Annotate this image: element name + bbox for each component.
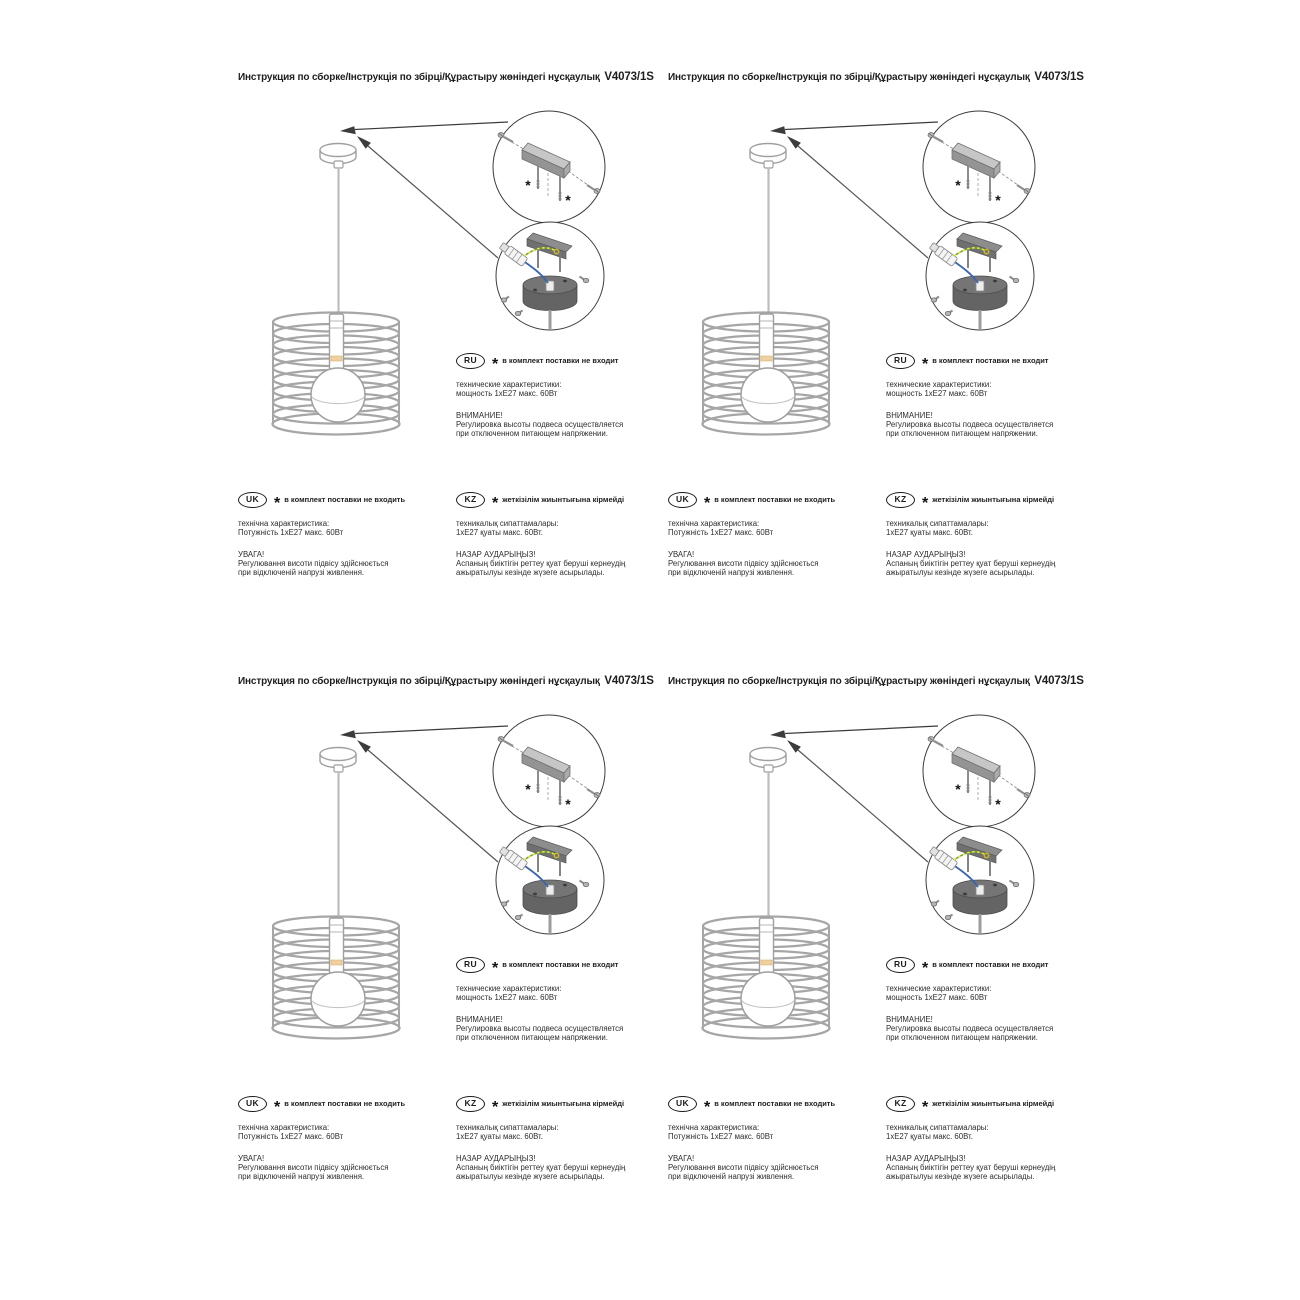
kz-specs bbox=[886, 519, 1094, 537]
asterisk-marker: * bbox=[492, 959, 499, 977]
kz-specs bbox=[456, 519, 664, 537]
arrow-to-detail-wiring bbox=[787, 136, 928, 258]
ceiling-canopy bbox=[750, 748, 786, 773]
warning-title: ВНИМАНИЕ! bbox=[886, 411, 933, 420]
specs-value: мощность 1хЕ27 макс. 60Вт bbox=[456, 389, 558, 398]
uk-specs bbox=[238, 519, 446, 537]
not-included-note: жеткізілім жиынтығына кірмейді bbox=[932, 1099, 1055, 1108]
detail-circle-bracket bbox=[923, 111, 1035, 223]
model-number: V4073/1S bbox=[604, 675, 654, 687]
warning-line: при відключеній напрузі живлення. bbox=[238, 568, 365, 577]
specs-value: 1хЕ27 қуаты макс. 60Вт. bbox=[456, 1132, 543, 1141]
uk-specs bbox=[668, 1123, 876, 1141]
arrow-to-detail-bracket bbox=[770, 122, 938, 134]
not-included-marker: * bbox=[995, 796, 1001, 812]
specs-value: 1хЕ27 қуаты макс. 60Вт. bbox=[886, 528, 973, 537]
asterisk-marker: * bbox=[704, 494, 711, 512]
uk-language-badge: UK bbox=[668, 492, 697, 508]
kz-warning bbox=[886, 550, 1094, 577]
warning-line: Регулировка высоты подвеса осуществляется bbox=[456, 420, 624, 429]
specs-value: мощность 1хЕ27 макс. 60Вт bbox=[886, 389, 988, 398]
warning-line: Регулировка высоты подвеса осуществляется bbox=[886, 1024, 1054, 1033]
ceiling-canopy bbox=[750, 144, 786, 169]
not-included-note: в комплект поставки не входит bbox=[502, 356, 619, 365]
detail-circle-wiring bbox=[496, 826, 604, 935]
specs-label: техникалық сипаттамалары: bbox=[456, 1123, 559, 1132]
warning-title: ВНИМАНИЕ! bbox=[456, 1015, 503, 1024]
warning-line: ажыратылуы кезінде жүзеге асырылады. bbox=[456, 1172, 605, 1181]
detail-circle-wiring bbox=[926, 826, 1034, 935]
warning-line: Аспаның биіктігін реттеу қуат беруші кернеудің bbox=[886, 1163, 1056, 1172]
ru-specs bbox=[456, 380, 664, 398]
warning-title: УВАГА! bbox=[238, 1154, 265, 1163]
detail-circle-bracket bbox=[493, 111, 605, 223]
arrow-to-detail-wiring bbox=[357, 136, 498, 258]
warning-title: НАЗАР АУДАРЫҢЫЗ! bbox=[456, 1154, 536, 1163]
ru-section bbox=[456, 352, 664, 438]
not-included-marker: * bbox=[995, 192, 1001, 208]
not-included-note: жеткізілім жиынтығына кірмейді bbox=[502, 495, 625, 504]
ru-specs bbox=[886, 984, 1094, 1002]
kz-language-badge: KZ bbox=[886, 1096, 915, 1112]
title-text: Инструкция по сборке/Інструкція по збірці/Құрастыру жөніндегі нұсқаулық bbox=[238, 676, 600, 687]
kz-section bbox=[456, 491, 664, 577]
specs-value: 1хЕ27 қуаты макс. 60Вт. bbox=[456, 528, 543, 537]
asterisk-marker: * bbox=[492, 494, 499, 512]
uk-section bbox=[668, 1095, 876, 1181]
model-number: V4073/1S bbox=[604, 71, 654, 83]
warning-title: УВАГА! bbox=[668, 1154, 695, 1163]
ceiling-canopy bbox=[320, 748, 356, 773]
specs-value: мощность 1хЕ27 макс. 60Вт bbox=[886, 993, 988, 1002]
warning-line: ажыратылуы кезінде жүзеге асырылады. bbox=[886, 1172, 1035, 1181]
specs-value: Потужність 1хЕ27 макс. 60Вт bbox=[668, 528, 774, 537]
light-bulb bbox=[741, 972, 795, 1026]
light-bulb bbox=[311, 368, 365, 422]
specs-label: технические характеристики: bbox=[886, 984, 992, 993]
lamp-socket bbox=[330, 314, 344, 370]
ru-section bbox=[456, 956, 664, 1042]
specs-label: технические характеристики: bbox=[456, 984, 562, 993]
arrow-to-detail-bracket bbox=[340, 122, 508, 134]
light-bulb bbox=[311, 972, 365, 1026]
arrow-to-detail-wiring bbox=[357, 740, 498, 862]
title-text: Инструкция по сборке/Інструкція по збірці/Құрастыру жөніндегі нұсқаулық bbox=[668, 676, 1030, 687]
kz-warning bbox=[456, 550, 664, 577]
ru-specs bbox=[456, 984, 664, 1002]
warning-title: УВАГА! bbox=[668, 550, 695, 559]
uk-language-badge: UK bbox=[238, 1096, 267, 1112]
not-included-marker: * bbox=[955, 781, 961, 797]
warning-title: ВНИМАНИЕ! bbox=[456, 411, 503, 420]
model-number: V4073/1S bbox=[1034, 675, 1084, 687]
warning-line: ажыратылуы кезінде жүзеге асырылады. bbox=[456, 568, 605, 577]
specs-value: мощность 1хЕ27 макс. 60Вт bbox=[456, 993, 558, 1002]
uk-warning bbox=[238, 550, 446, 577]
specs-label: техникалық сипаттамалары: bbox=[886, 1123, 989, 1132]
ru-language-badge: RU bbox=[456, 353, 485, 369]
arrow-to-detail-bracket bbox=[770, 726, 938, 738]
uk-warning bbox=[238, 1154, 446, 1181]
asterisk-marker: * bbox=[922, 494, 929, 512]
warning-line: при отключенном питающем напряжении. bbox=[456, 1033, 608, 1042]
title-text: Инструкция по сборке/Інструкція по збірці/Құрастыру жөніндегі нұсқаулық bbox=[238, 72, 600, 83]
warning-line: ажыратылуы кезінде жүзеге асырылады. bbox=[886, 568, 1035, 577]
specs-value: Потужність 1хЕ27 макс. 60Вт bbox=[668, 1132, 774, 1141]
asterisk-marker: * bbox=[704, 1098, 711, 1116]
kz-language-badge: KZ bbox=[456, 1096, 485, 1112]
specs-label: технічна характеристика: bbox=[238, 1123, 330, 1132]
lamp-socket bbox=[760, 918, 774, 974]
uk-specs bbox=[668, 519, 876, 537]
ru-warning bbox=[886, 411, 1094, 438]
asterisk-marker: * bbox=[274, 1098, 281, 1116]
kz-section bbox=[886, 1095, 1094, 1181]
ru-warning bbox=[886, 1015, 1094, 1042]
specs-label: технічна характеристика: bbox=[668, 519, 760, 528]
asterisk-marker: * bbox=[492, 355, 499, 373]
uk-specs bbox=[238, 1123, 446, 1141]
ru-section bbox=[886, 956, 1094, 1042]
warning-line: Регулювання висоти підвісу здійснюється bbox=[668, 559, 819, 568]
pendant-lamp-drawing bbox=[703, 144, 830, 435]
specs-label: технические характеристики: bbox=[886, 380, 992, 389]
ru-section bbox=[886, 352, 1094, 438]
not-included-note: в комплект поставки не входить bbox=[284, 495, 406, 504]
warning-line: при отключенном питающем напряжении. bbox=[456, 429, 608, 438]
not-included-marker: * bbox=[565, 796, 571, 812]
not-included-note: в комплект поставки не входить bbox=[284, 1099, 406, 1108]
not-included-note: в комплект поставки не входит bbox=[932, 356, 1049, 365]
kz-warning bbox=[456, 1154, 664, 1181]
kz-language-badge: KZ bbox=[886, 492, 915, 508]
instruction-panel bbox=[222, 644, 652, 1248]
not-included-note: в комплект поставки не входит bbox=[932, 960, 1049, 969]
lamp-socket bbox=[760, 314, 774, 370]
pendant-lamp-drawing bbox=[703, 748, 830, 1039]
kz-language-badge: KZ bbox=[456, 492, 485, 508]
arrow-to-detail-bracket bbox=[340, 726, 508, 738]
light-bulb bbox=[741, 368, 795, 422]
warning-line: при відключеній напрузі живлення. bbox=[668, 1172, 795, 1181]
uk-section bbox=[238, 1095, 446, 1181]
detail-circle-bracket bbox=[923, 715, 1035, 827]
warning-title: УВАГА! bbox=[238, 550, 265, 559]
lamp-socket bbox=[330, 918, 344, 974]
ru-specs bbox=[886, 380, 1094, 398]
not-included-note: в комплект поставки не входить bbox=[714, 495, 836, 504]
not-included-note: жеткізілім жиынтығына кірмейді bbox=[502, 1099, 625, 1108]
uk-language-badge: UK bbox=[668, 1096, 697, 1112]
detail-circle-wiring bbox=[926, 222, 1034, 331]
pendant-lamp-drawing bbox=[273, 144, 400, 435]
instruction-panel bbox=[652, 40, 1082, 644]
warning-line: Регулировка высоты подвеса осуществляется bbox=[456, 1024, 624, 1033]
not-included-marker: * bbox=[565, 192, 571, 208]
ru-language-badge: RU bbox=[886, 353, 915, 369]
not-included-marker: * bbox=[955, 177, 961, 193]
instruction-panel bbox=[652, 644, 1082, 1248]
uk-warning bbox=[668, 1154, 876, 1181]
warning-line: Регулювання висоти підвісу здійснюється bbox=[238, 559, 389, 568]
kz-section bbox=[456, 1095, 664, 1181]
warning-line: Аспаның биіктігін реттеу қуат беруші кернеудің bbox=[456, 559, 626, 568]
page-title bbox=[668, 71, 1084, 83]
uk-language-badge: UK bbox=[238, 492, 267, 508]
specs-label: техникалық сипаттамалары: bbox=[456, 519, 559, 528]
warning-line: при отключенном питающем напряжении. bbox=[886, 1033, 1038, 1042]
kz-warning bbox=[886, 1154, 1094, 1181]
page-title bbox=[238, 71, 654, 83]
asterisk-marker: * bbox=[274, 494, 281, 512]
specs-value: Потужність 1хЕ27 макс. 60Вт bbox=[238, 1132, 344, 1141]
title-text: Инструкция по сборке/Інструкція по збірці/Құрастыру жөніндегі нұсқаулық bbox=[668, 72, 1030, 83]
warning-line: Аспаның биіктігін реттеу қуат беруші кернеудің bbox=[456, 1163, 626, 1172]
kz-section bbox=[886, 491, 1094, 577]
arrow-to-detail-wiring bbox=[787, 740, 928, 862]
warning-title: НАЗАР АУДАРЫҢЫЗ! bbox=[886, 550, 966, 559]
instruction-panel bbox=[222, 40, 652, 644]
specs-label: технічна характеристика: bbox=[668, 1123, 760, 1132]
not-included-note: жеткізілім жиынтығына кірмейді bbox=[932, 495, 1055, 504]
warning-title: НАЗАР АУДАРЫҢЫЗ! bbox=[886, 1154, 966, 1163]
warning-line: при відключеній напрузі живлення. bbox=[668, 568, 795, 577]
not-included-note: в комплект поставки не входить bbox=[714, 1099, 836, 1108]
model-number: V4073/1S bbox=[1034, 71, 1084, 83]
asterisk-marker: * bbox=[922, 355, 929, 373]
warning-line: Регулювання висоти підвісу здійснюється bbox=[238, 1163, 389, 1172]
detail-circle-wiring bbox=[496, 222, 604, 331]
specs-value: Потужність 1хЕ27 макс. 60Вт bbox=[238, 528, 344, 537]
asterisk-marker: * bbox=[922, 959, 929, 977]
specs-value: 1хЕ27 қуаты макс. 60Вт. bbox=[886, 1132, 973, 1141]
asterisk-marker: * bbox=[492, 1098, 499, 1116]
ru-language-badge: RU bbox=[886, 957, 915, 973]
uk-section bbox=[238, 491, 446, 577]
ceiling-canopy bbox=[320, 144, 356, 169]
ru-language-badge: RU bbox=[456, 957, 485, 973]
ru-warning bbox=[456, 1015, 664, 1042]
kz-specs bbox=[456, 1123, 664, 1141]
asterisk-marker: * bbox=[922, 1098, 929, 1116]
ru-warning bbox=[456, 411, 664, 438]
kz-specs bbox=[886, 1123, 1094, 1141]
warning-title: НАЗАР АУДАРЫҢЫЗ! bbox=[456, 550, 536, 559]
pendant-lamp-drawing bbox=[273, 748, 400, 1039]
specs-label: техникалық сипаттамалары: bbox=[886, 519, 989, 528]
warning-line: при відключеній напрузі живлення. bbox=[238, 1172, 365, 1181]
warning-title: ВНИМАНИЕ! bbox=[886, 1015, 933, 1024]
specs-label: технічна характеристика: bbox=[238, 519, 330, 528]
warning-line: при отключенном питающем напряжении. bbox=[886, 429, 1038, 438]
not-included-marker: * bbox=[525, 177, 531, 193]
page-title bbox=[668, 675, 1084, 687]
not-included-note: в комплект поставки не входит bbox=[502, 960, 619, 969]
specs-label: технические характеристики: bbox=[456, 380, 562, 389]
uk-warning bbox=[668, 550, 876, 577]
warning-line: Регулювання висоти підвісу здійснюється bbox=[668, 1163, 819, 1172]
not-included-marker: * bbox=[525, 781, 531, 797]
page-title bbox=[238, 675, 654, 687]
warning-line: Регулировка высоты подвеса осуществляется bbox=[886, 420, 1054, 429]
uk-section bbox=[668, 491, 876, 577]
warning-line: Аспаның биіктігін реттеу қуат беруші кернеудің bbox=[886, 559, 1056, 568]
detail-circle-bracket bbox=[493, 715, 605, 827]
